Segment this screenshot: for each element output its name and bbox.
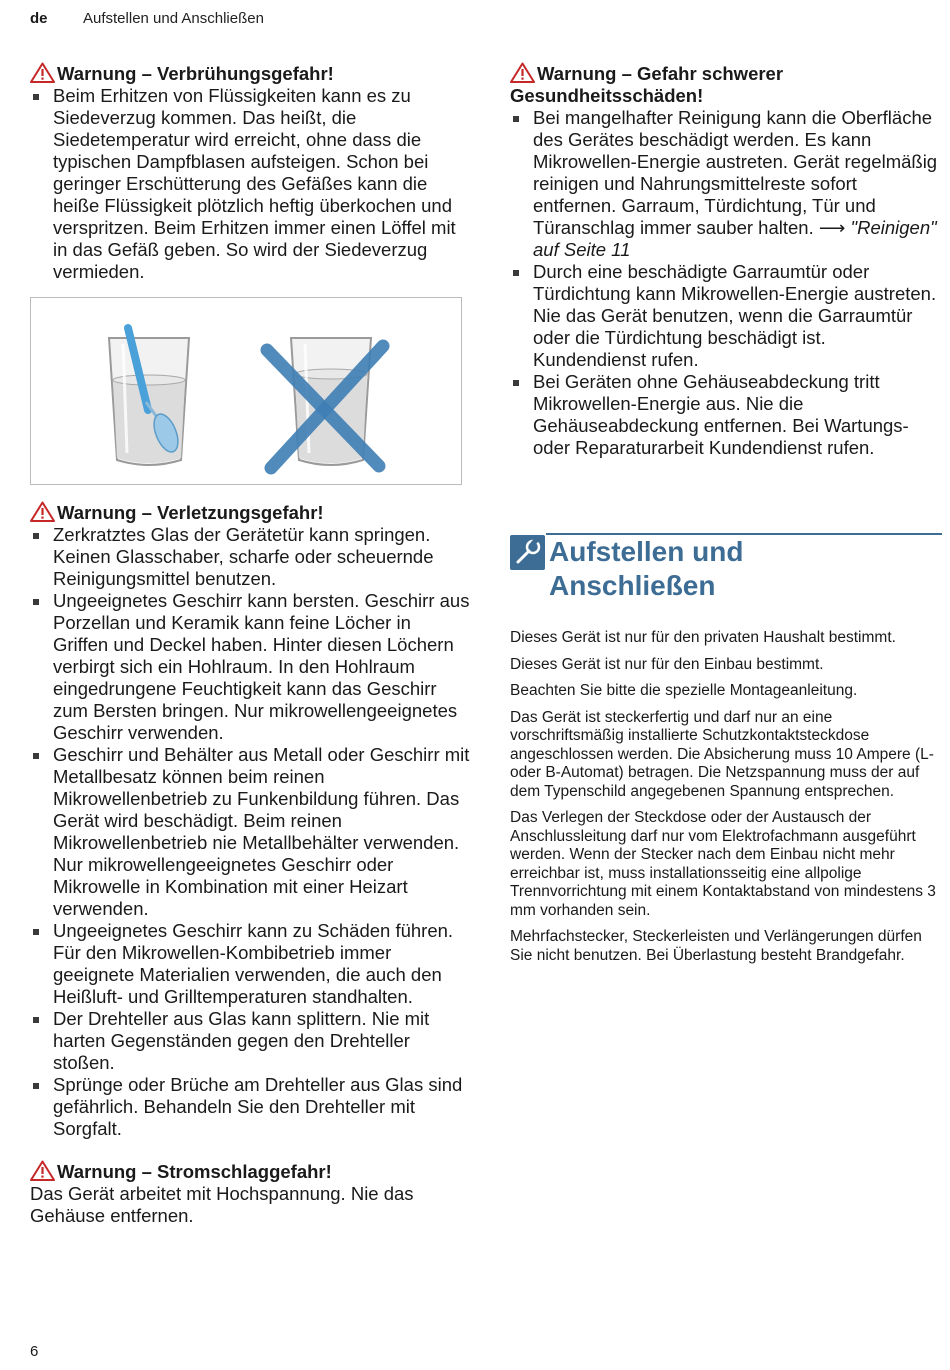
list-item: Beim Erhitzen von Flüssigkeiten kann es zu Siedeverzug kommen. Das heißt, die Siedetemperatur wird erreicht, ohne dass die typischen Dampfblasen aufsteigen. Schon bei geringer Erschütterung des Gefäßes kann die heiße Flüssigkeit plötzlich heftig überkochen und verspritzen. Beim Erhitzen immer einen Löffel mit in das Gefäß geben. So wird der Siedeverzug vermieden.: [30, 85, 470, 283]
warning-shock-text: Das Gerät arbeitet mit Hochspannung. Nie das Gehäuse entfernen.: [30, 1183, 414, 1226]
language-code: de: [30, 10, 48, 27]
page-header: [30, 8, 930, 30]
paragraph: Das Verlegen der Steckdose oder der Austausch der Anschlussleitung darf nur vom Elektrofachmann ausgeführt werden. Wenn der Stecker nach dem Einbau nicht mehr erreichbar ist, muss installationsseitig eine allpolige Trennvorrichtung mit einem Kontaktabstand von mindestens 3 mm vorhanden sein.: [510, 809, 936, 919]
right-column: [510, 62, 942, 973]
paragraph: Das Gerät ist steckerfertig und darf nur an eine vorschriftsmäßig installierte Schutzkontaktsteckdose angeschlossen werden. Die Absicherung muss 10 Ampere (L- oder B-Automat) betragen. Die Netzspannung muss der auf dem Typenschild angegebenen Spannung entsprechen.: [510, 708, 934, 800]
warning-health-heading: [510, 62, 942, 107]
list-item: Sprünge oder Brüche am Drehteller aus Glas sind gefährlich. Behandeln Sie den Drehteller mit Sorgfalt.: [30, 1074, 470, 1140]
paragraph: Beachten Sie bitte die spezielle Montageanleitung.: [510, 682, 858, 699]
warning-triangle-icon: [510, 62, 535, 83]
warning-health-title: Warnung – Gefahr schwerer Gesundheitsschäden!: [510, 63, 784, 106]
wrench-icon: [510, 535, 545, 570]
list-item: Bei Geräten ohne Gehäuseabdeckung tritt Mikrowellen-Energie aus. Nie die Gehäuseabdeckung entfernen. Bei Wartungs- oder Reparaturarbeit Kundendienst rufen.: [510, 371, 942, 459]
arrow-right-icon: ⟶: [818, 217, 846, 238]
paragraph: Mehrfachstecker, Steckerleisten und Verlängerungen dürfen Sie nicht benutzen. Bei Überlastung besteht Brandgefahr.: [510, 928, 922, 964]
warning-scald-title: Warnung – Verbrühungsgefahr!: [57, 63, 334, 84]
section-title-line1: Aufstellen und: [549, 536, 744, 567]
warning-injury-list: [30, 524, 470, 1140]
list-item: Der Drehteller aus Glas kann splittern. Nie mit harten Gegenständen gegen den Drehteller stoßen.: [30, 1008, 470, 1074]
paragraph: Dieses Gerät ist nur für den Einbau bestimmt.: [510, 655, 824, 673]
warning-injury-title: Warnung – Verletzungsgefahr!: [57, 502, 324, 523]
list-item: Ungeeignetes Geschirr kann zu Schäden führen. Für den Mikrowellen-Kombibetrieb immer geeignete Materialien verwenden, die auch den Heißluft- und Grilltemperaturen standhalten.: [30, 920, 470, 1008]
warning-shock-title: Warnung – Stromschlaggefahr!: [57, 1161, 332, 1182]
warning-triangle-icon: [30, 501, 55, 522]
list-item: Zerkratztes Glas der Gerätetür kann springen. Keinen Glasschaber, scharfe oder scheuernde Reinigungsmittel benutzen.: [30, 524, 470, 590]
glass-with-spoon-icon: [109, 328, 189, 465]
page-number: 6: [30, 1343, 39, 1360]
page-reference-link[interactable]: "Reinigen" auf Seite 11: [533, 217, 937, 260]
section-title-line2: Anschließen: [549, 570, 716, 601]
warning-injury-heading: [30, 501, 470, 524]
warning-scald-list: [30, 85, 470, 283]
list-item-text: Bei mangelhafter Reinigung kann die Oberfläche des Gerätes beschädigt werden. Es kann Mikrowellen-Energie austreten. Gerät regelmäßig reinigen und Nahrungsmittelreste sofort entfernen. Garraum, Türdichtung, Tür und Türanschlag immer sauber halten.: [533, 107, 938, 238]
header-section-title: Aufstellen und Anschließen: [83, 10, 264, 27]
boiling-illustration: [30, 297, 462, 485]
paragraph: Dieses Gerät ist nur für den privaten Haushalt bestimmt.: [510, 629, 896, 646]
warning-triangle-icon: [30, 62, 55, 83]
install-paragraphs: [510, 629, 942, 965]
list-item: Ungeeignetes Geschirr kann bersten. Geschirr aus Porzellan und Keramik kann feine Löcher in Griffen und Deckel haben. Hinter diesen Löchern verbirgt sich ein Hohlraum. In den Hohlraum eingedrungene Feuchtigkeit kann das Geschirr zum Bersten bringen. Nur mikrowellengeeignetes Geschirr verwenden.: [30, 590, 470, 744]
glass-crossed-icon: [267, 338, 383, 468]
warning-triangle-icon: [30, 1160, 55, 1181]
list-item: Geschirr und Behälter aus Metall oder Geschirr mit Metallbesatz können beim reinen Mikrowellenbetrieb zu Funkenbildung führen. Das Gerät wird beschädigt. Beim reinen Mikrowellenbetrieb nie Metallbehälter verwenden. Nur mikrowellengeeignetes Geschirr oder Mikrowelle in Kombination mit einer Heizart verwenden.: [30, 744, 470, 920]
left-column: [30, 62, 470, 1227]
warning-scald-heading: [30, 62, 470, 85]
section-title: [549, 535, 743, 603]
list-item: Durch eine beschädigte Garraumtür oder Türdichtung kann Mikrowellen-Energie austreten. Nie das Gerät benutzen, wenn die Garraumtür oder die Türdichtung beschädigt ist. Kundendienst rufen.: [510, 261, 942, 371]
warning-health-list: [510, 107, 942, 459]
section-heading-install: [510, 527, 942, 607]
list-item: [510, 107, 942, 261]
warning-shock-heading: [30, 1160, 470, 1183]
